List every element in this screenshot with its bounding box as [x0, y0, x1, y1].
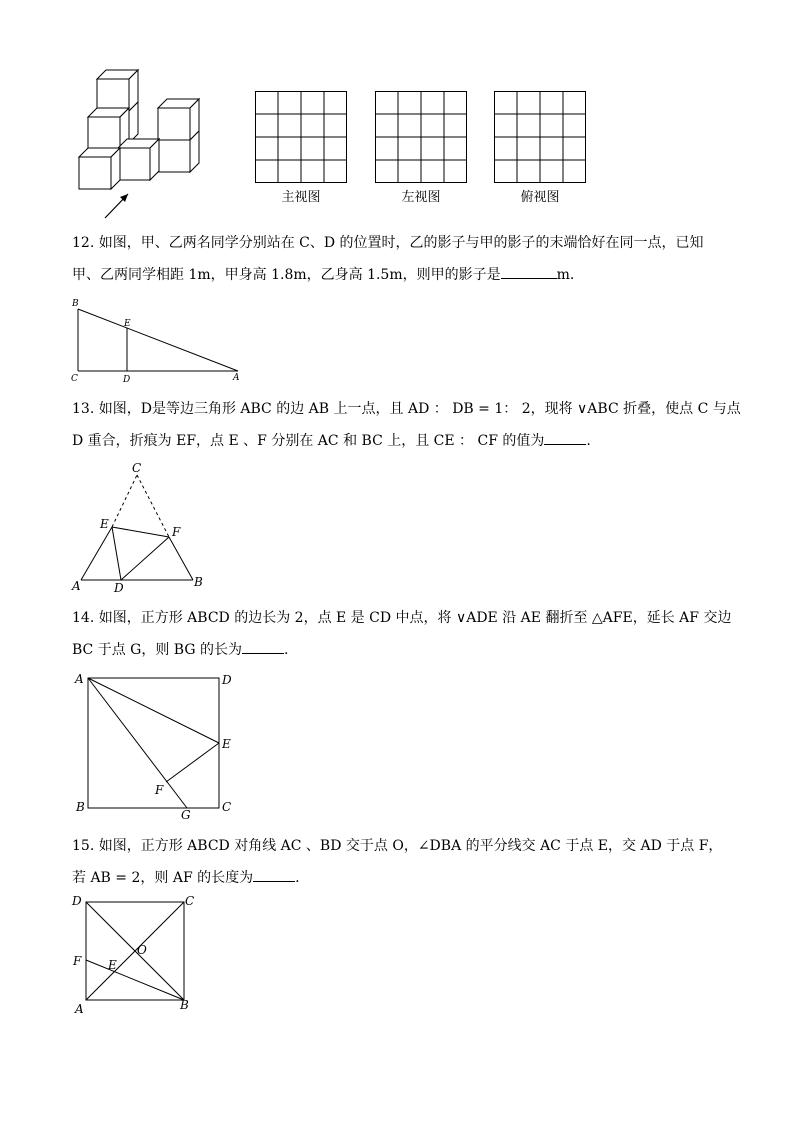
q13-label-c: C [132, 461, 142, 475]
q12-answer-blank[interactable] [501, 264, 557, 279]
q12-label-c: C [71, 374, 78, 384]
front-view-grid-svg [255, 91, 347, 183]
q15-label-d: D [72, 894, 82, 908]
q13-answer-blank[interactable] [544, 430, 586, 445]
q15-line1: 15. 如图，正方形 ABCD 对角线 AC 、BD 交于点 O，∠DBA 的平分线交 AC 于点 E，交 AD 于点 F， [72, 838, 723, 854]
q12-label-d: D [123, 375, 131, 385]
q13-figure-svg [66, 460, 216, 595]
q14-figure [66, 668, 256, 824]
q12-line2-end: m. [556, 267, 575, 283]
q13-line1: 13. 如图，D是等边三角形 ABC 的边 AB 上一点，且 AD ： DB = 1： 2，现将 ∨ABC 折叠，使点 C 与点 [72, 401, 741, 417]
q15-label-e: E [108, 958, 117, 972]
q15-label-o: O [137, 943, 147, 957]
q12-figure-svg [66, 296, 246, 386]
top-view-grid [494, 91, 586, 187]
q14-label-b: B [76, 800, 85, 814]
q13-line2-end: . [586, 433, 591, 449]
q12-line1: 12. 如图，甲、乙两名同学分别站在 C、D 的位置时，乙的影子与甲的影子的末端恰好在同一点，已知 [72, 235, 704, 251]
q14-label-f: F [155, 783, 164, 797]
q15-label-a: A [75, 1002, 84, 1015]
q14-line2-text: BC 于点 G，则 BG 的长为 [72, 642, 242, 658]
q14-line2-end: . [283, 642, 289, 658]
q13-label-e: E [100, 517, 109, 531]
left-view-grid [375, 91, 467, 187]
front-view-grid [255, 91, 347, 187]
q15-answer-blank[interactable] [253, 867, 295, 882]
q15-label-b: B [180, 998, 189, 1012]
q13-label-d: D [114, 581, 124, 595]
q15-label-f: F [73, 954, 82, 968]
q13-line2 [72, 425, 591, 457]
q12-figure [66, 296, 246, 390]
left-view-label: 左视图 [401, 190, 441, 205]
q15-label-c: C [185, 894, 195, 908]
q13-figure [66, 460, 216, 599]
q14-label-c: C [222, 800, 232, 814]
q12-label-b: B [72, 299, 79, 309]
q14-label-a: A [75, 672, 84, 686]
q15-figure-svg [66, 890, 206, 1015]
q14-answer-blank[interactable] [242, 639, 284, 654]
q13-label-b: B [194, 575, 203, 589]
cube-stack-figure [70, 60, 210, 225]
q15-figure [66, 890, 206, 1019]
q12-label-a: A [233, 373, 240, 383]
q15-line2-end: . [295, 870, 300, 886]
q13-label-a: A [72, 579, 81, 593]
front-view-label: 主视图 [281, 190, 321, 205]
cube-stack-svg [70, 60, 210, 225]
q12-label-e: E [124, 319, 131, 329]
q14-label-g: G [181, 808, 191, 820]
q14-line1: 14. 如图，正方形 ABCD 的边长为 2，点 E 是 CD 中点，将 ∨ADE 沿 AE 翻折至 △AFE，延长 AF 交边 [72, 610, 732, 626]
q14-figure-svg [66, 668, 256, 820]
q14-label-e: E [222, 737, 231, 751]
left-view-grid-svg [375, 91, 467, 183]
q13-label-f: F [172, 525, 181, 539]
q12-line2-text: 甲、乙两同学相距 1m，甲身高 1.8m，乙身高 1.5m，则甲的影子是 [72, 267, 501, 283]
q14-line2 [72, 634, 288, 666]
q15-line2-text: 若 AB = 2，则 AF 的长度为 [72, 870, 254, 886]
q14-label-d: D [222, 673, 232, 687]
top-view-grid-svg [494, 91, 586, 183]
q12-line2 [72, 259, 574, 291]
q13-line2-text: D 重合，折痕为 EF，点 E 、F 分别在 AC 和 BC 上，且 CE ： CF 的值为 [72, 433, 545, 449]
top-view-label: 俯视图 [520, 190, 560, 205]
